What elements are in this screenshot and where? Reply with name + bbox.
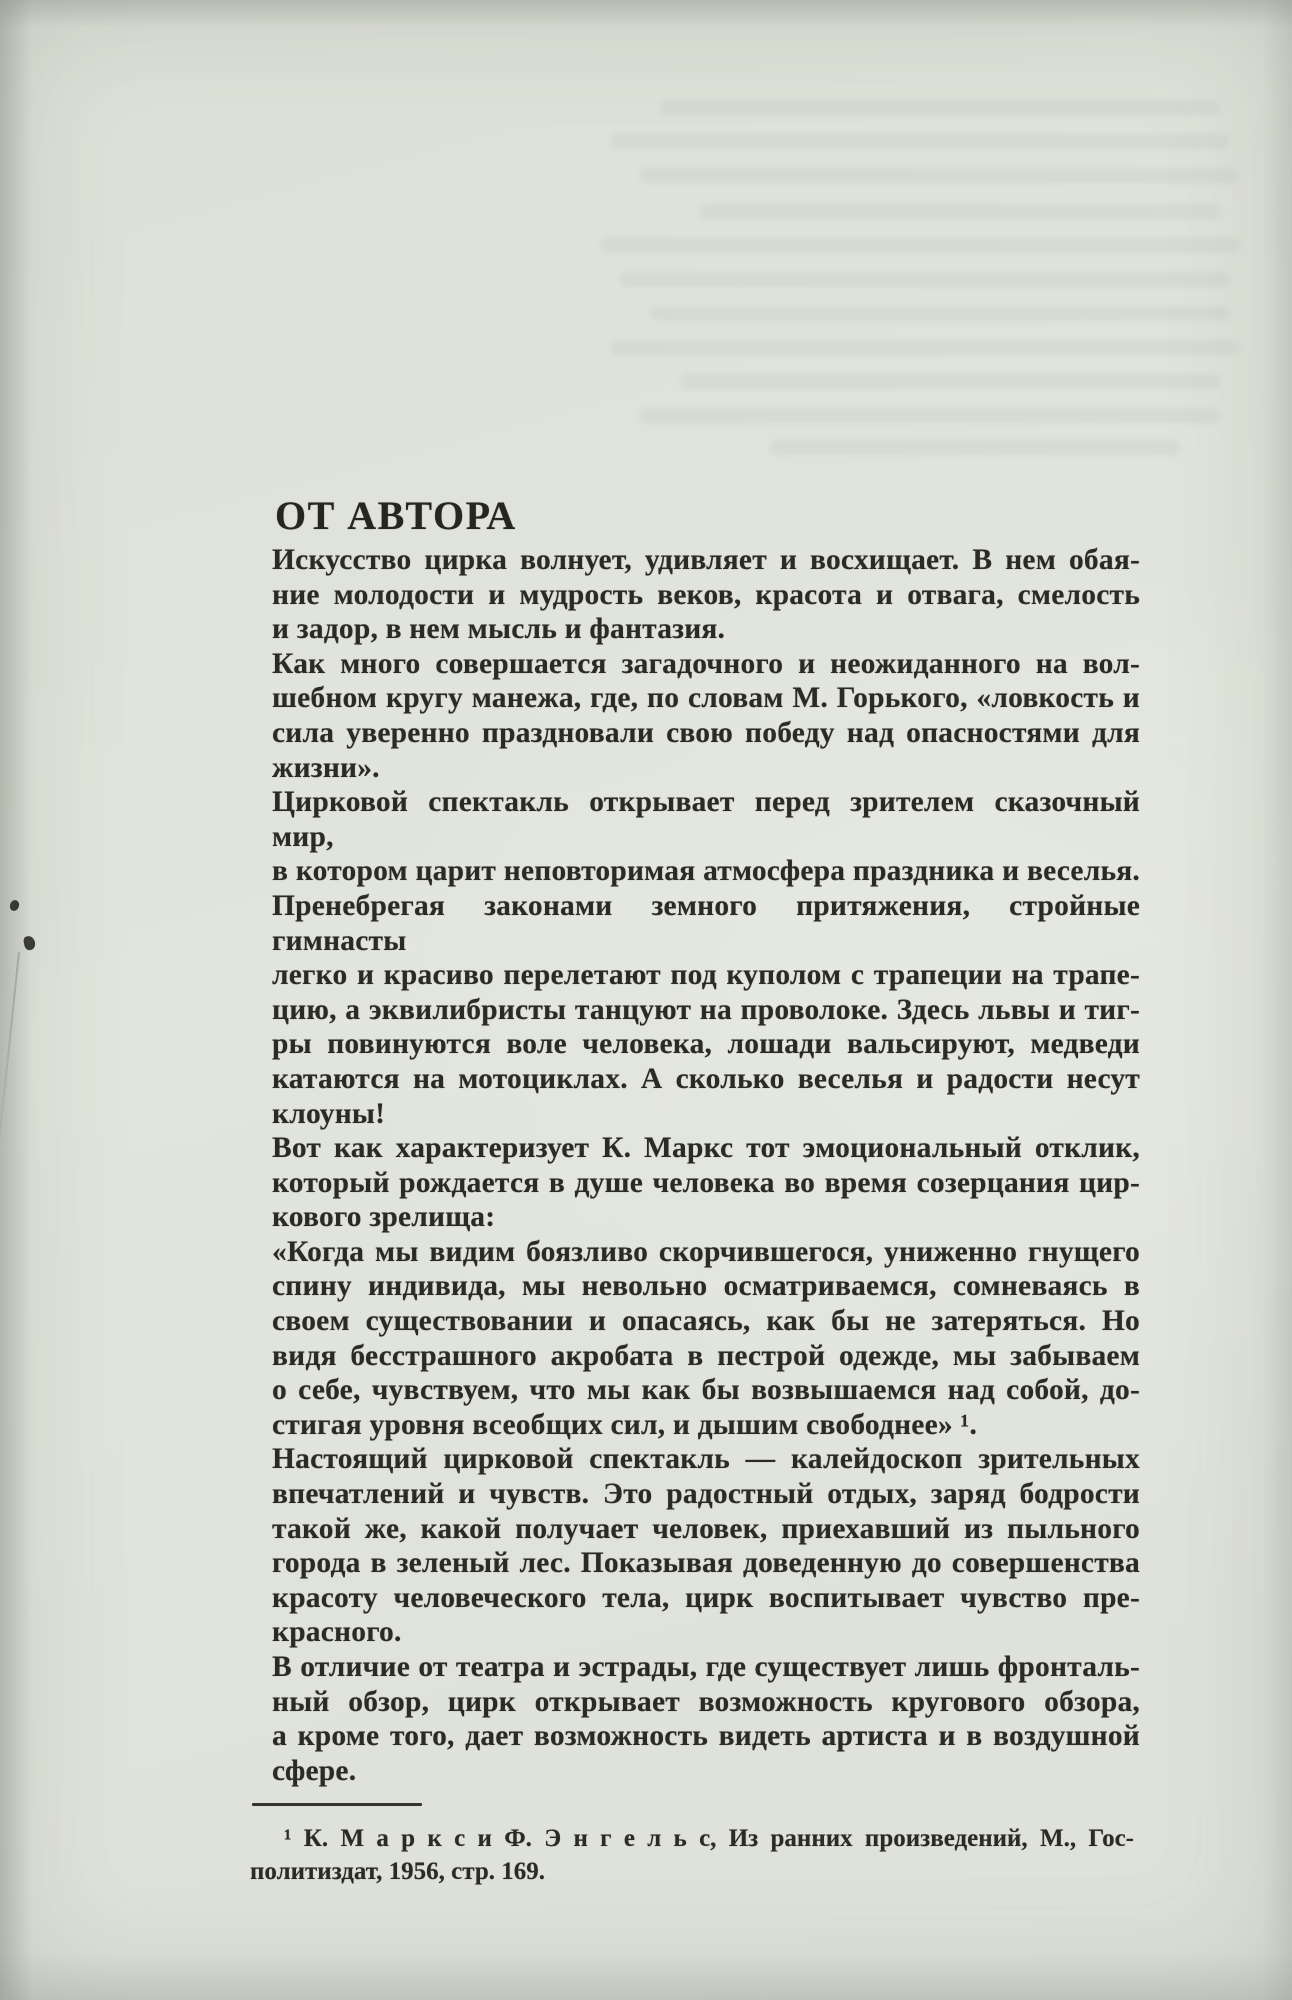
- bleed-through-line: [640, 408, 1220, 423]
- bleed-through-line: [640, 168, 1240, 183]
- text-line: В отличие от театра и эстрады, где существует лишь фронталь-: [272, 1651, 1140, 1683]
- text-line: и задор, в нем мысль и фантазия.: [272, 613, 726, 646]
- bleed-through-line: [610, 340, 1240, 355]
- text-line: жизни».: [272, 751, 380, 784]
- text-line: красного.: [272, 1616, 402, 1649]
- ink-speck: [23, 935, 37, 951]
- paper-scratch: [0, 952, 19, 1181]
- text-line: в котором царит неповторимая атмосфера праздника и веселья.: [272, 855, 1140, 888]
- text-line: сфере.: [272, 1754, 357, 1787]
- footnote: [250, 1822, 1134, 1888]
- text-line: катаются на мотоциклах. А сколько веселья и радости несут: [272, 1062, 1140, 1095]
- bleed-through-line: [650, 306, 1230, 321]
- text-line: «Когда мы видим боязливо скорчившегося, униженно гнущего: [272, 1235, 1140, 1268]
- text-line: Вот как характеризует К. Маркс тот эмоциональный отклик,: [272, 1132, 1140, 1165]
- text-line: о себе, чувствуем, что мы как бы возвышаемся над собой, до-: [272, 1374, 1140, 1407]
- bleed-through-line: [660, 100, 1220, 115]
- text-line: Настоящий цирковой спектакль — калейдоскоп зрительных: [272, 1443, 1140, 1476]
- text-line: города в зеленый лес. Показывая доведенную до совершенства: [272, 1547, 1140, 1580]
- bleed-through-line: [620, 272, 1230, 287]
- text-line: ¹ К. М а р к с и Ф. Э н г е л ь с, Из ранних произведений, М., Гос-: [284, 1825, 1134, 1852]
- text-line: ры повинуются воле человека, лошади вальсируют, медведи: [272, 1028, 1140, 1061]
- bleed-through-line: [700, 204, 1220, 219]
- text-line: Как много совершается загадочного и неожиданного на вол-: [272, 647, 1140, 680]
- text-line: своем существовании и опасаясь, как бы не затеряться. Но: [272, 1305, 1140, 1338]
- text-line: такой же, какой получает человек, приехавший из пыльного: [272, 1512, 1140, 1545]
- text-line: Искусство цирка волнует, удивляет и восхищает. В нем обая-: [272, 544, 1140, 576]
- body-text: [272, 543, 1140, 1788]
- bleed-through-line: [600, 238, 1240, 253]
- text-line: цию, а эквилибристы танцуют на проволоке. Здесь львы и тиг-: [272, 993, 1140, 1026]
- text-line: стигая уровня всеобщих сил, и дышим свободнее» ¹.: [272, 1408, 978, 1441]
- text-line: легко и красиво перелетают под куполом с трапеции на трапе-: [272, 959, 1140, 992]
- text-line: Пренебрегая законами земного притяжения, стройные гимнасты: [272, 889, 1140, 957]
- text-line: ние молодости и мудрость веков, красота и отвага, смелость: [272, 578, 1140, 611]
- text-line: видя бесстрашного акробата в пестрой одежде, мы забываем: [272, 1339, 1140, 1372]
- page-title: ОТ АВТОРА: [275, 492, 517, 538]
- bleed-through-line: [770, 440, 1180, 455]
- text-line: клоуны!: [272, 1097, 386, 1130]
- text-line: спину индивида, мы невольно осматриваемся, сомневаясь в: [272, 1270, 1140, 1303]
- text-line: а кроме того, дает возможность видеть артиста и в воздушной: [272, 1720, 1140, 1753]
- text-line: сила уверенно праздновали свою победу над опасностями для: [272, 716, 1140, 749]
- text-line: впечатлений и чувств. Это радостный отдых, заряд бодрости: [272, 1478, 1140, 1511]
- text-line: политиздат, 1956, стр. 169.: [250, 1858, 546, 1885]
- ink-speck: [8, 899, 20, 912]
- text-line: ный обзор, цирк открывает возможность кругового обзора,: [272, 1685, 1140, 1718]
- text-line: который рождается в душе человека во время созерцания цир-: [272, 1166, 1140, 1199]
- text-line: кового зрелища:: [272, 1201, 496, 1234]
- bleed-through-line: [680, 374, 1220, 389]
- text-line: красоту человеческого тела, цирк воспитывает чувство пре-: [272, 1581, 1140, 1614]
- bleed-through-line: [610, 134, 1230, 149]
- text-line: Цирковой спектакль открывает перед зрителем сказочный мир,: [272, 786, 1140, 853]
- text-line: шебном кругу манежа, где, по словам М. Горького, «ловкость и: [272, 682, 1140, 715]
- footnote-separator: [252, 1803, 422, 1806]
